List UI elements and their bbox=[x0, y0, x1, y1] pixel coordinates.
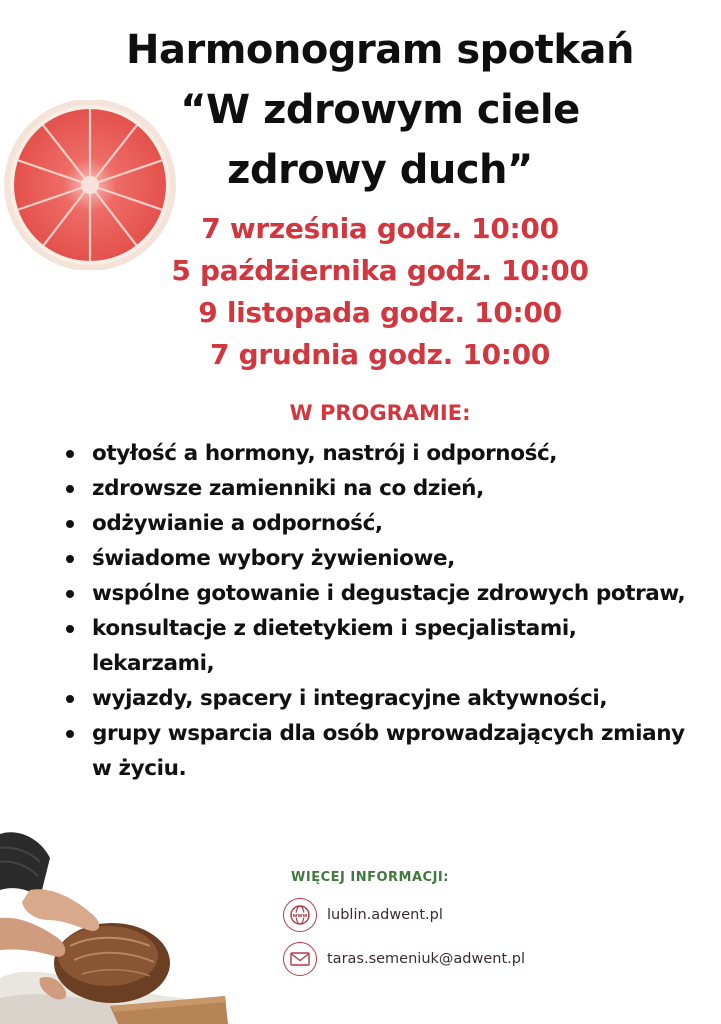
program-item bbox=[58, 436, 698, 471]
more-info-heading: WIĘCEJ INFORMACJI: bbox=[291, 870, 449, 885]
program-item bbox=[58, 716, 698, 786]
bullet-icon bbox=[66, 485, 74, 493]
website-link[interactable]: lublin.adwent.pl bbox=[327, 907, 443, 923]
meeting-date: 9 listopada godz. 10:00 bbox=[198, 296, 562, 329]
program-item-text: świadome wybory żywieniowe, bbox=[92, 546, 455, 571]
bullet-icon bbox=[66, 520, 74, 528]
program-item bbox=[58, 611, 698, 681]
svg-text:www: www bbox=[292, 912, 308, 919]
meeting-date: 7 grudnia godz. 10:00 bbox=[209, 338, 551, 371]
program-heading: W PROGRAMIE: bbox=[289, 401, 471, 425]
program-item-text: zdrowsze zamienniki na co dzień, bbox=[92, 476, 484, 501]
program-item-text: konsultacje z dietetykiem i specjalistami, lekarzami, bbox=[92, 616, 577, 676]
program-item-text: wyjazdy, spacery i integracyjne aktywności, bbox=[92, 686, 608, 711]
program-item-text: grupy wsparcia dla osób wprowadzających zmiany w życiu. bbox=[92, 721, 685, 781]
www-globe-icon bbox=[283, 898, 317, 932]
bullet-icon bbox=[66, 625, 74, 633]
program-item bbox=[58, 576, 698, 611]
program-item bbox=[58, 506, 698, 541]
program-item-text: wspólne gotowanie i degustacje zdrowych potraw, bbox=[92, 581, 686, 606]
website-contact[interactable] bbox=[283, 898, 443, 932]
envelope-icon bbox=[283, 942, 317, 976]
program-item-text: otyłość a hormony, nastrój i odporność, bbox=[92, 441, 558, 466]
bullet-icon bbox=[66, 695, 74, 703]
page-title-line-3: zdrowy duch” bbox=[227, 147, 533, 193]
email-link[interactable]: taras.semeniuk@adwent.pl bbox=[327, 951, 525, 967]
bullet-icon bbox=[66, 555, 74, 563]
page-title-line-2: “W zdrowym ciele bbox=[180, 87, 580, 133]
bullet-icon bbox=[66, 450, 74, 458]
bread-photo bbox=[0, 828, 230, 1024]
bullet-icon bbox=[66, 590, 74, 598]
meeting-dates-list bbox=[150, 208, 610, 376]
program-list bbox=[58, 436, 698, 786]
page-title-line-1: Harmonogram spotkań bbox=[126, 27, 634, 73]
program-item bbox=[58, 471, 698, 506]
meeting-date: 7 września godz. 10:00 bbox=[201, 212, 559, 245]
program-item bbox=[58, 541, 698, 576]
email-contact[interactable] bbox=[283, 942, 525, 976]
program-item bbox=[58, 681, 698, 716]
bullet-icon bbox=[66, 730, 74, 738]
meeting-date: 5 października godz. 10:00 bbox=[171, 254, 589, 287]
program-item-text: odżywianie a odporność, bbox=[92, 511, 383, 536]
